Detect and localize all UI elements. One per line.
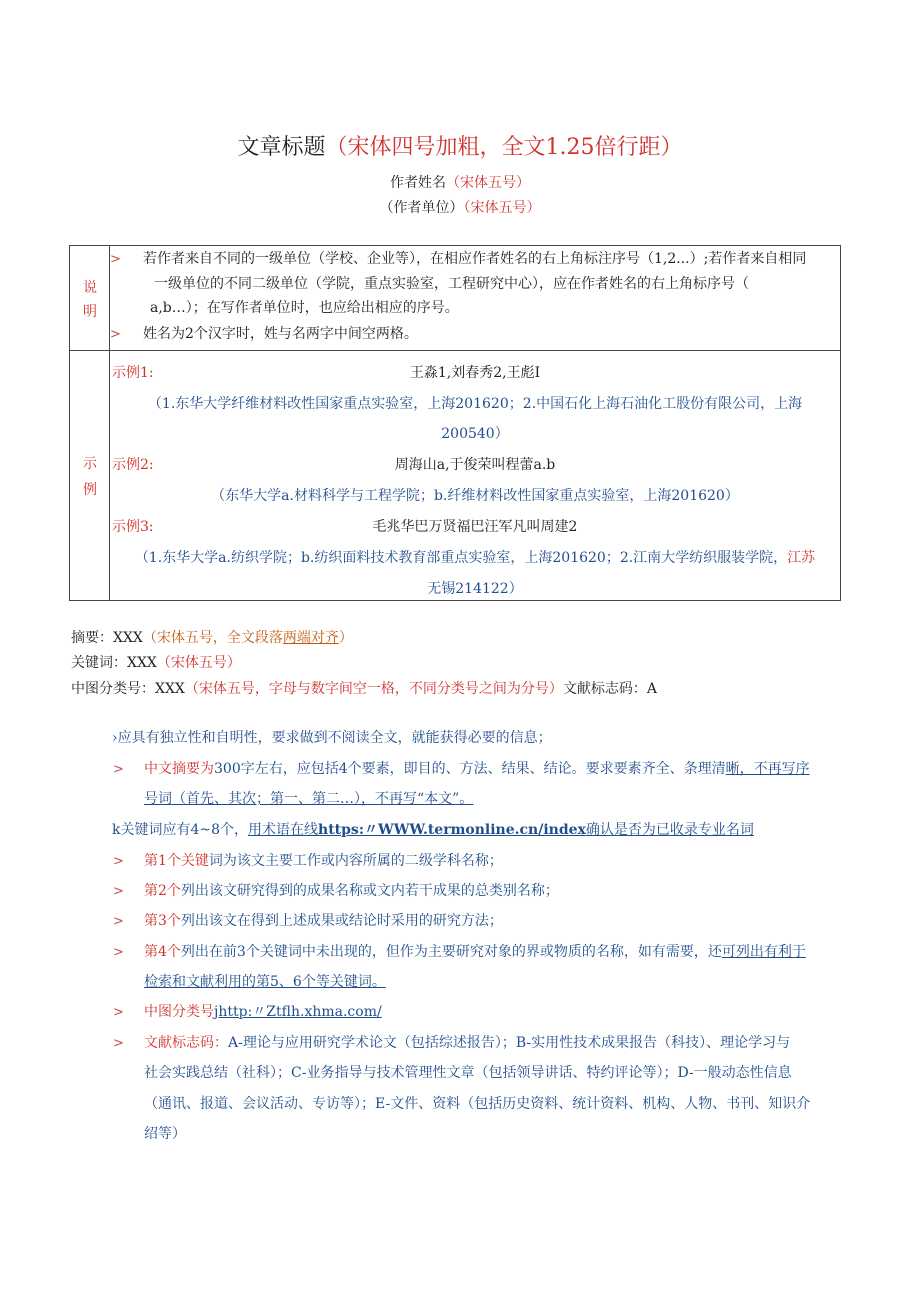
chevron-icon: > (110, 327, 121, 342)
example-3-unit-highlight: 江苏 (787, 550, 816, 566)
note-abstract-length (144, 759, 810, 779)
author-unit-note: （宋体五号） (463, 200, 541, 216)
explain-line-4: 姓名为2个汉字时，姓与名两字中间空两格。 (143, 326, 418, 342)
example-3-label: 示例3: (112, 519, 154, 535)
note-doc-code-label: 文献标志码： (144, 1035, 228, 1051)
article-title (0, 133, 920, 163)
note-keyword-3-highlight: 第3个 (144, 913, 181, 929)
example-3-unit-line-2: 无锡214122） (427, 581, 523, 597)
abstract-note-end: ） (338, 630, 353, 646)
note-keyword-1 (144, 851, 503, 871)
note-keyword-2-highlight: 第2个 (144, 883, 181, 899)
clc-url-link[interactable]: jhttp:〃Ztflh.xhma.com/ (214, 1004, 382, 1020)
chevron-icon: > (113, 762, 124, 777)
explain-line-1: 若作者来自不同的一级单位（学校、企业等），在相应作者姓名的右上角标注序号（1,2...）;若作者来自相同 (143, 251, 807, 267)
note-abstract-line-2: 号词（首先、其次；第一、第二…），不再写“本文”。 (144, 791, 474, 807)
author-unit: （作者单位） (379, 200, 464, 216)
chevron-icon: > (113, 945, 124, 960)
author-name-line (0, 173, 920, 193)
example-label-char-1: 示 (83, 456, 97, 472)
note-keyword-2 (144, 881, 559, 901)
note-abstract-underlined: 晰，不再写序 (725, 761, 810, 777)
clc-note: （宋体五号，字母与数字间空一格，不同分类号之间为分号） (184, 681, 563, 697)
note-keyword-3-text: 列出该文在得到上述成果或结论时采用的研究方法； (180, 913, 503, 929)
note-doc-code-line-4: 绍等） (144, 1126, 186, 1142)
abstract-note: （宋体五号，全文段落 (142, 630, 283, 646)
note-doc-code-line-2: 社会实践总结（社科）；C-业务指导与技术管理性文章（包括领导讲话、特约评论等）；D-一般动态性信息 (144, 1065, 792, 1081)
chevron-icon: > (113, 1036, 124, 1051)
example-1-unit-line-2: 200540） (441, 426, 509, 442)
keywords-note: （宋体五号） (156, 655, 241, 671)
keywords-label: 关键词：XXX (71, 655, 157, 671)
note-keyword-2-text: 列出该文研究得到的成果名称或文内若干成果的总类别名称； (180, 883, 559, 899)
note-doc-code-text: A-理论与应用研究学术论文（包括综述报告）；B-实用性技术成果报告（科技）、理论学习与 (228, 1035, 791, 1051)
example-2-authors: 周海山a,于俊荣叫程蕾a.b (394, 457, 556, 473)
instruction-table (69, 245, 841, 601)
author-unit-line (0, 198, 920, 218)
author-name-note: （宋体五号） (446, 175, 530, 191)
clc-label: 中图分类号：XXX (71, 681, 185, 697)
example-3-authors: 毛兆华巴万贤福巴汪军凡叫周建2 (372, 519, 578, 535)
note-keyword-1-highlight: 第1个关键 (144, 853, 209, 869)
note-keywords-text: k关键词应有4~8个， (112, 822, 249, 838)
note-doc-code-line-3: （通讯、报道、会议活动、专访等）；E-文件、资料（包括历史资料、统计资料、机构、人物、书刊、知识介 (144, 1096, 811, 1112)
example-2-label: 示例2: (112, 457, 154, 473)
note-keyword-4-highlight: 第4个 (144, 944, 181, 960)
example-2-unit: （东华大学a.材料科学与工程学院；b.纤维材料改性国家重点实验室，上海201620） (211, 488, 739, 504)
note-keyword-1-text: 词为该文主要工作或内容所属的二级学科名称； (208, 853, 503, 869)
example-1-unit-line-1: （1.东华大学纤维材料改性国家重点实验室，上海201620；2.中国石化上海石油化工股份有限公司，上海 (147, 396, 803, 412)
note-keywords-term-link[interactable]: 用术语在线 (248, 822, 319, 838)
note-keyword-4-text: 列出在前3个关键词中未出现的，但作为主要研究对象的界或物质的名称，如有需要，还 (180, 944, 722, 960)
explain-label-char-2: 明 (83, 304, 97, 320)
note-keyword-4-line-2: 检索和文献利用的第5、6个等关键词。 (144, 974, 386, 990)
chevron-icon: > (113, 1005, 124, 1020)
chevron-icon: > (113, 914, 124, 929)
explain-content-cell (110, 246, 840, 350)
note-keyword-3 (144, 911, 503, 931)
title-main: 文章标题 (237, 135, 326, 160)
chevron-icon: > (113, 854, 124, 869)
example-1-authors: 王淼1,刘春秀2,王彪I (409, 365, 541, 381)
explain-line-2: 一级单位的不同二级单位（学院，重点实验室，工程研究中心），应在作者姓名的右上角标序号（ (154, 276, 749, 292)
example-label-char-2: 例 (83, 482, 97, 498)
author-name: 作者姓名 (390, 175, 446, 191)
example-content-cell (110, 351, 840, 600)
note-keyword-4-underlined: 可列出有利于 (721, 944, 806, 960)
explain-line-3: a,b…）；在写作者单位时，也应给出相应的序号。 (150, 300, 459, 316)
example-1-label: 示例1: (112, 365, 154, 381)
note-keywords-confirm: 确认是否为已收录专业名词 (585, 822, 754, 838)
chevron-icon: > (113, 884, 124, 899)
note-doc-code (144, 1033, 790, 1053)
keywords-line (71, 653, 241, 673)
example-label-cell (70, 351, 110, 600)
example-3-unit-text: （1.东华大学a.纺织学院；b.纺织面料技术教育部重点实验室，上海201620；2.江南大学纺织服装学院， (134, 550, 788, 566)
note-abstract-text: 300字左右，应包括4个要素，即目的、方法、结果、结论。要求要素齐全、条理清 (214, 761, 726, 777)
chevron-icon: > (110, 252, 121, 267)
example-3-unit-line-1 (110, 548, 840, 568)
note-independence: ›应具有独立性和自明性，要求做到不阅读全文，就能获得必要的信息； (112, 730, 552, 746)
note-clc-label: 中图分类号 (144, 1004, 214, 1020)
abstract-note-underlined: 两端对齐 (282, 630, 339, 646)
note-clc (144, 1002, 382, 1022)
note-keyword-4 (144, 942, 806, 962)
note-keywords-count (112, 820, 754, 840)
explain-label-cell (70, 246, 110, 350)
title-format-note: （宋体四号加粗，全文1.25倍行距） (325, 135, 683, 160)
clc-line (71, 679, 657, 699)
termonline-url-link[interactable]: https:〃WWW.termonline.cn/index (318, 822, 586, 838)
note-abstract-highlight: 中文摘要为 (144, 761, 214, 777)
doc-code: 文献标志码：A (562, 681, 658, 697)
abstract-line (71, 628, 353, 648)
explain-label-char-1: 说 (83, 280, 97, 296)
abstract-label: 摘要：XXX (71, 630, 143, 646)
